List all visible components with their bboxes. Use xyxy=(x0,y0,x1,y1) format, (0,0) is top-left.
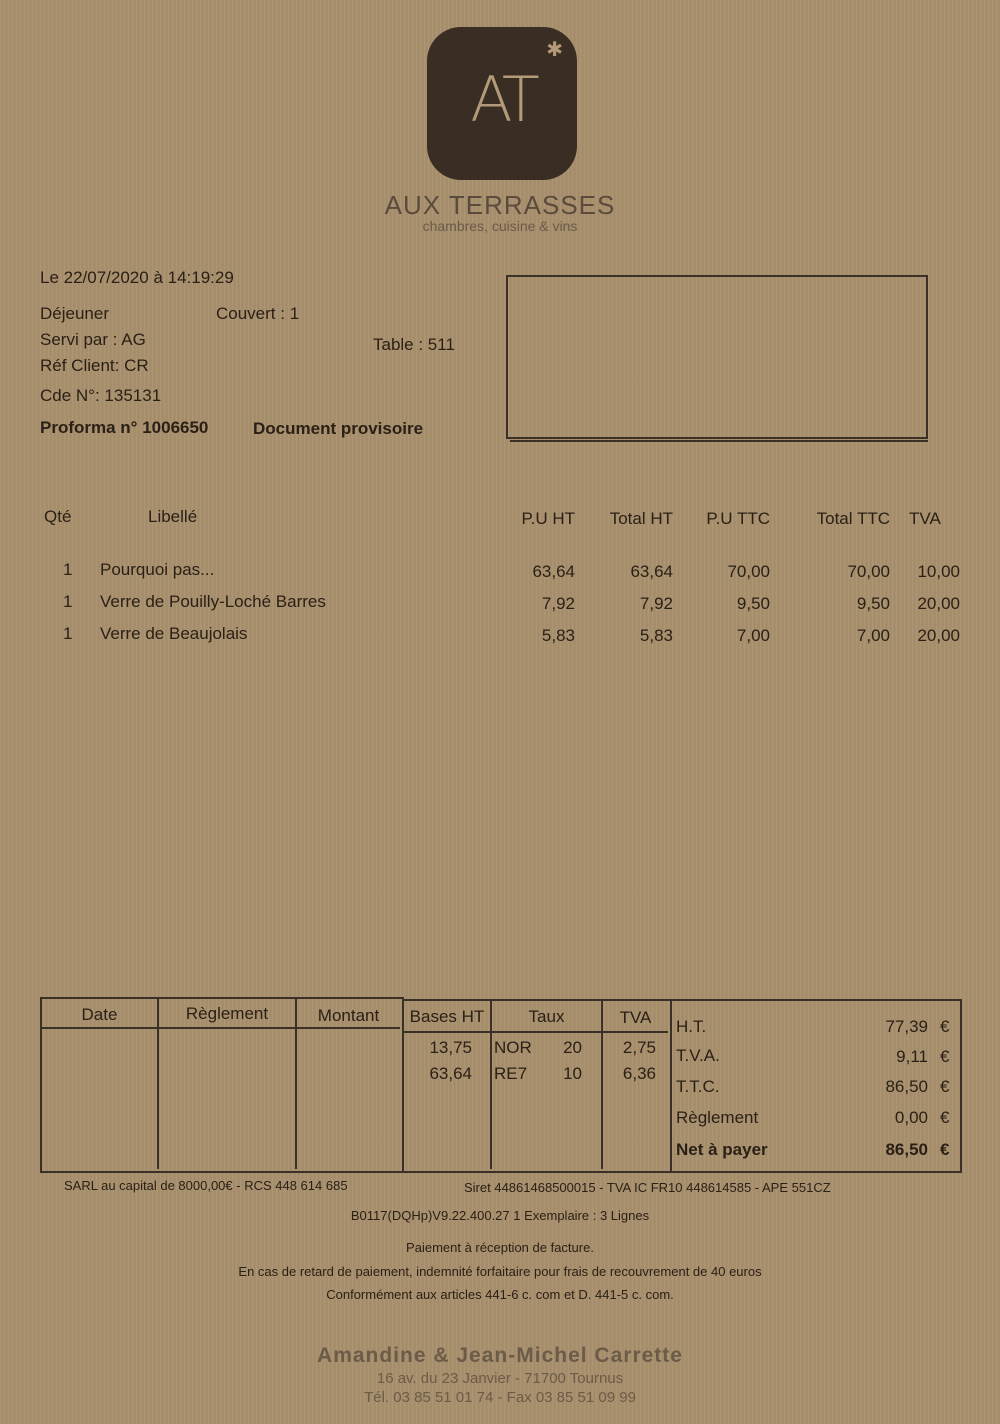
tax-amount: 2,75 xyxy=(622,1038,656,1057)
star-icon: ✱ xyxy=(546,39,563,61)
total-label: T.T.C. xyxy=(676,1077,720,1096)
currency-symbol: € xyxy=(940,1140,950,1159)
tax-col-rate: Taux xyxy=(528,1007,565,1026)
item-pu-ttc: 70,00 xyxy=(727,562,770,581)
item-label: Verre de Beaujolais xyxy=(100,624,248,643)
tax-rate: 20 xyxy=(563,1038,582,1057)
date-line: Le 22/07/2020 à 14:19:29 xyxy=(40,268,234,287)
item-qty: 1 xyxy=(63,592,73,611)
item-total-ht: 63,64 xyxy=(630,562,673,581)
total-value: 9,11 xyxy=(896,1047,928,1066)
payment-col-date: Date xyxy=(81,1005,118,1024)
logo-mark: AT xyxy=(470,63,534,136)
col-label: Libellé xyxy=(148,507,198,526)
currency-symbol: € xyxy=(940,1077,950,1096)
address-window-shadow xyxy=(510,440,928,442)
item-pu-ttc: 9,50 xyxy=(736,594,770,613)
order-number: Cde N°: 135131 xyxy=(40,386,162,405)
tax-code: NOR xyxy=(494,1038,532,1057)
address: 16 av. du 23 Janvier - 71700 Tournus xyxy=(376,1370,624,1387)
col-tva: TVA xyxy=(909,509,941,528)
col-total-ttc: Total TTC xyxy=(816,509,890,528)
payment-col-method: Règlement xyxy=(185,1004,269,1023)
item-total-ht: 7,92 xyxy=(639,594,673,613)
item-total-ttc: 7,00 xyxy=(856,626,890,645)
late-payment-note: En cas de retard de paiement, indemnité forfaitaire pour frais de recouvrement de 40 euros xyxy=(238,1264,762,1279)
owners: Amandine & Jean-Michel Carrette xyxy=(317,1344,683,1367)
payment-note: Paiement à réception de facture. xyxy=(406,1240,594,1255)
table-number: Table : 511 xyxy=(373,335,455,354)
total-value: 86,50 xyxy=(885,1140,928,1159)
currency-symbol: € xyxy=(940,1047,950,1066)
served-by: Servi par : AG xyxy=(40,330,146,349)
document-type: Document provisoire xyxy=(253,419,424,438)
item-pu-ht: 63,64 xyxy=(532,562,575,581)
item-label: Verre de Pouilly-Loché Barres xyxy=(100,592,326,611)
item-total-ht: 5,83 xyxy=(639,626,673,645)
item-tva: 10,00 xyxy=(917,562,960,581)
total-label: T.V.A. xyxy=(676,1046,720,1065)
phone-fax: Tél. 03 85 51 01 74 - Fax 03 85 51 09 99 xyxy=(364,1389,636,1406)
tax-col-base: Bases HT xyxy=(409,1007,485,1026)
item-label: Pourquoi pas... xyxy=(100,560,215,579)
legal-company: SARL au capital de 8000,00€ - RCS 448 614 685 xyxy=(64,1178,348,1193)
legal-software: B0117(DQHp)V9.22.400.27 1 Exemplaire : 3 Lignes xyxy=(350,1208,650,1223)
tax-base: 63,64 xyxy=(429,1064,472,1083)
item-tva: 20,00 xyxy=(917,594,960,613)
grid-line xyxy=(402,1031,668,1033)
col-total-ht: Total HT xyxy=(609,509,673,528)
tax-base: 13,75 xyxy=(429,1038,472,1057)
item-qty: 1 xyxy=(63,560,73,579)
total-label: Net à payer xyxy=(676,1140,768,1159)
brand-name: AUX TERRASSES xyxy=(384,190,616,220)
meal-type: Déjeuner xyxy=(40,304,109,323)
item-pu-ttc: 7,00 xyxy=(736,626,770,645)
col-pu-ttc: P.U TTC xyxy=(706,509,770,528)
total-label: H.T. xyxy=(676,1017,707,1036)
total-value: 86,50 xyxy=(885,1077,928,1096)
proforma-number: Proforma n° 1006650 xyxy=(40,418,209,437)
item-tva: 20,00 xyxy=(917,626,960,645)
currency-symbol: € xyxy=(940,1017,950,1036)
tax-col-tva: TVA xyxy=(619,1008,652,1027)
currency-symbol: € xyxy=(940,1108,950,1127)
articles-note: Conformément aux articles 441-6 c. com et D. 441-5 c. com. xyxy=(326,1287,674,1302)
item-total-ttc: 70,00 xyxy=(847,562,890,581)
logo xyxy=(427,27,577,180)
tax-rate: 10 xyxy=(563,1064,582,1083)
tax-amount: 6,36 xyxy=(622,1064,656,1083)
payment-col-amount: Montant xyxy=(317,1006,380,1025)
client-ref: Réf Client: CR xyxy=(40,356,149,375)
grid-line xyxy=(40,1027,400,1029)
col-pu-ht: P.U HT xyxy=(521,509,575,528)
col-qty: Qté xyxy=(44,507,72,526)
total-label: Règlement xyxy=(676,1108,759,1127)
tax-code: RE7 xyxy=(494,1064,528,1083)
total-value: 0,00 xyxy=(894,1108,928,1127)
item-pu-ht: 7,92 xyxy=(541,594,575,613)
legal-siret: Siret 44861468500015 - TVA IC FR10 448614585 - APE 551CZ xyxy=(464,1180,831,1195)
item-total-ttc: 9,50 xyxy=(856,594,890,613)
total-value: 77,39 xyxy=(885,1017,928,1036)
brand-tagline: chambres, cuisine & vins xyxy=(422,218,578,234)
item-qty: 1 xyxy=(63,624,73,643)
address-window xyxy=(506,275,928,439)
item-pu-ht: 5,83 xyxy=(541,626,575,645)
covers: Couvert : 1 xyxy=(216,304,300,323)
